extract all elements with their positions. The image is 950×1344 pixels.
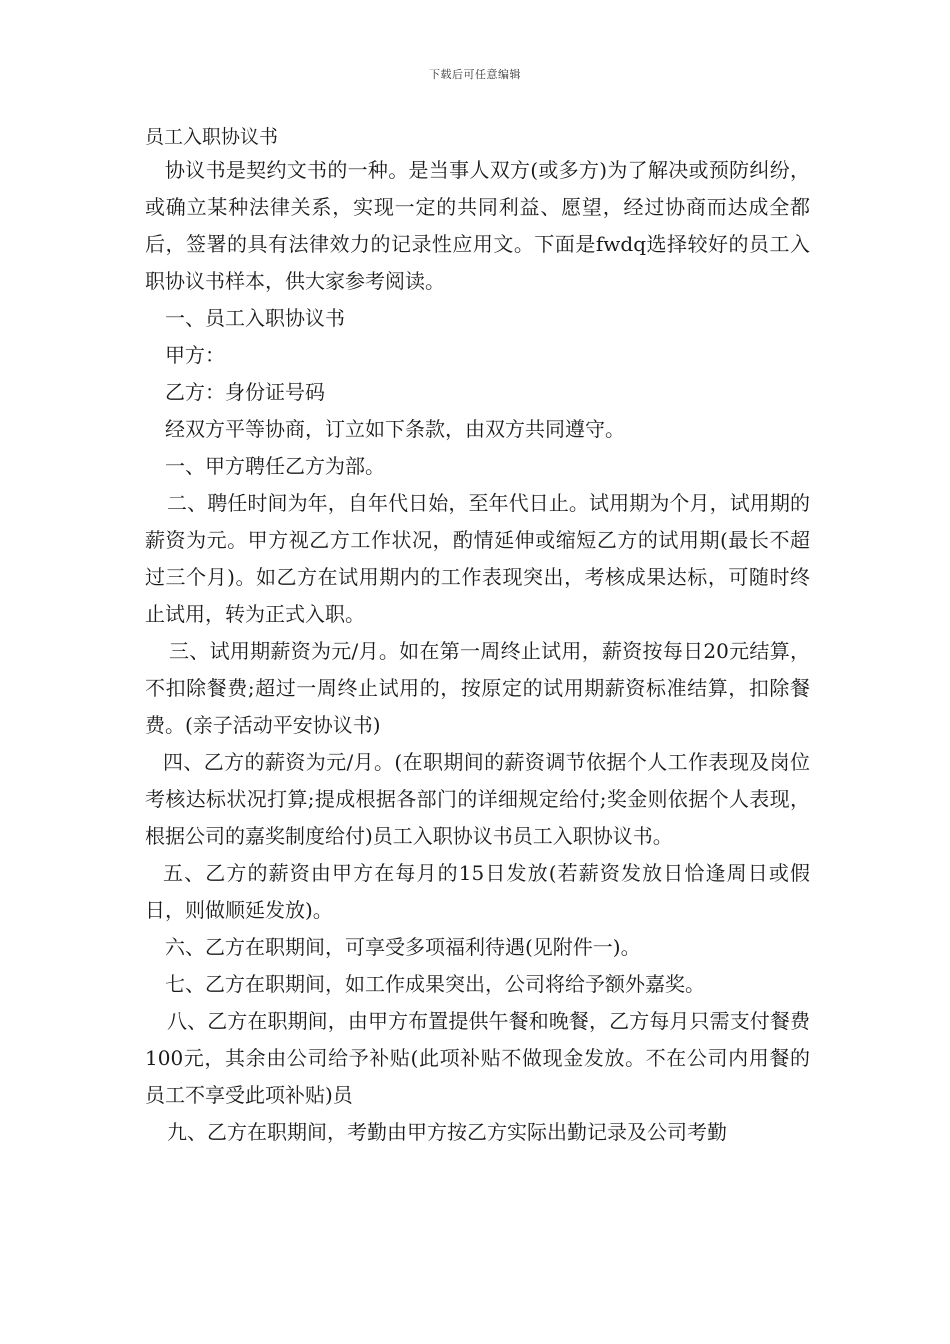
clause-9: 九、乙方在职期间，考勤由甲方按乙方实际出勤记录及公司考勤	[167, 1120, 727, 1144]
clause-3: 三、试用期薪资为元/月。如在第一周终止试用，薪资按每日20元结算，不扣除餐费;超过一周终止试用的，按原定的试用期薪资标准结算，扣除餐费。(亲子活动平安协议书)	[145, 639, 810, 737]
intro-paragraph: 协议书是契约文书的一种。是当事人双方(或多方)为了解决或预防纠纷，或确立某种法律关系，实现一定的共同利益、愿望，经过协商而达成全都后，签署的具有法律效力的记录性应用文。下面是fwdq选择较好的员工入职协议书样本，供大家参考阅读。	[145, 158, 810, 293]
party-a-line: 甲方：	[165, 343, 225, 367]
page-header: 下载后可任意编辑	[429, 68, 521, 81]
clause-5: 五、乙方的薪资由甲方在每月的15日发放(若薪资发放日恰逢周日或假日，则做顺延发放)。	[145, 861, 810, 922]
agreement-intro: 经双方平等协商，订立如下条款，由双方共同遵守。	[165, 417, 625, 441]
clause-2: 二、聘任时间为年，自年代日始，至年代日止。试用期为个月，试用期的薪资为元。甲方视乙方工作状况，酌情延伸或缩短乙方的试用期(最长不超过三个月)。如乙方在试用期内的工作表现突出，考核成果达标，可随时终止试用，转为正式入职。	[145, 491, 810, 626]
document-title: 员工入职协议书	[145, 126, 279, 148]
document-body	[145, 124, 810, 1151]
clause-4: 四、乙方的薪资为元/月。(在职期间的薪资调节依据个人工作表现及岗位考核达标状况打算;提成根据各部门的详细规定给付;奖金则依据个人表现，根据公司的嘉奖制度给付)员工入职协议书员工入职协议书。	[145, 750, 810, 848]
section-heading: 一、员工入职协议书	[165, 306, 345, 330]
clause-7: 七、乙方在职期间，如工作成果突出，公司将给予额外嘉奖。	[165, 972, 705, 996]
party-b-line: 乙方：身份证号码	[165, 380, 325, 404]
clause-1: 一、甲方聘任乙方为部。	[165, 454, 385, 478]
clause-6: 六、乙方在职期间，可享受多项福利待遇(见附件一)。	[165, 935, 641, 959]
clause-8: 八、乙方在职期间，由甲方布置提供午餐和晚餐，乙方每月只需支付餐费100元，其余由公司给予补贴(此项补贴不做现金发放。不在公司内用餐的员工不享受此项补贴)员	[145, 1009, 810, 1107]
